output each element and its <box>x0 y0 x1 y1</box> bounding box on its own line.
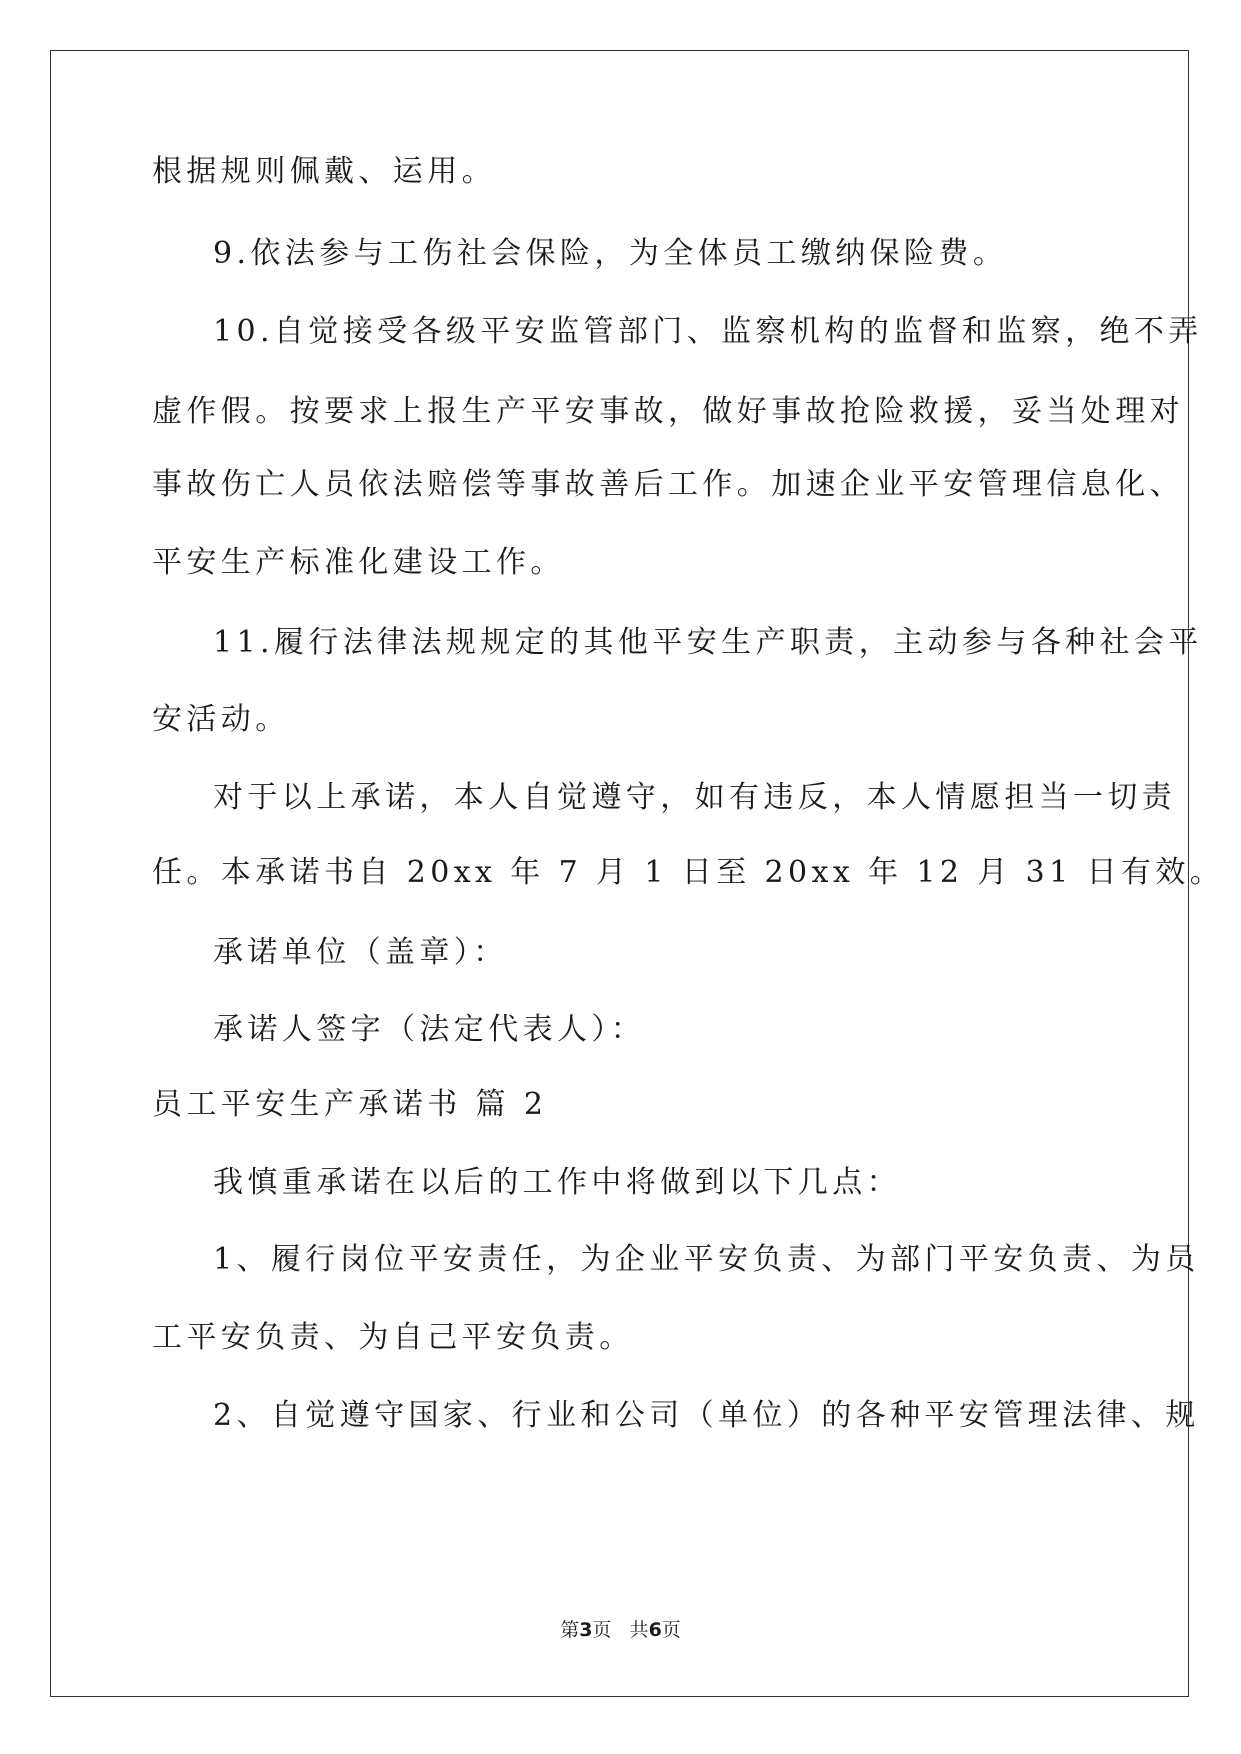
text-line: 平安生产标准化建设工作。 <box>152 545 565 580</box>
text-line: 安活动。 <box>152 702 290 737</box>
text-line: 2、自觉遵守国家、行业和公司（单位）的各种平安管理法律、规 <box>213 1398 1200 1433</box>
text-line: 虚作假。按要求上报生产平安事故，做好事故抢险救援，妥当处理对 <box>152 394 1184 429</box>
text-line: 11.履行法律法规规定的其他平安生产职责，主动参与各种社会平 <box>213 625 1203 660</box>
footer-suffix: 页 <box>661 1619 681 1641</box>
text-line: 承诺人签字（法定代表人）： <box>213 1012 646 1047</box>
page-footer <box>0 1615 1241 1642</box>
text-line: 工平安负责、为自己平安负责。 <box>152 1320 634 1355</box>
footer-prefix: 第 <box>560 1619 580 1641</box>
footer-middle: 页 共 <box>592 1619 649 1641</box>
text-line: 我慎重承诺在以后的工作中将做到以下几点： <box>213 1165 901 1200</box>
text-line: 10.自觉接受各级平安监管部门、监察机构的监督和监察，绝不弄 <box>213 314 1203 349</box>
text-line: 事故伤亡人员依法赔偿等事故善后工作。加速企业平安管理信息化、 <box>152 467 1184 502</box>
current-page-number: 3 <box>579 1619 593 1641</box>
text-line: 9.依法参与工伤社会保险，为全体员工缴纳保险费。 <box>213 236 1008 271</box>
text-line: 任。本承诺书自 20xx 年 7 月 1 日至 20xx 年 12 月 31 日有效。 <box>152 855 1225 890</box>
section-heading: 员工平安生产承诺书 篇 2 <box>152 1087 548 1122</box>
text-line: 1、履行岗位平安责任，为企业平安负责、为部门平安负责、为员 <box>213 1242 1200 1277</box>
total-pages-number: 6 <box>648 1619 662 1641</box>
text-line: 承诺单位（盖章）： <box>213 935 508 970</box>
text-line: 对于以上承诺，本人自觉遵守，如有违反，本人情愿担当一切责 <box>213 780 1177 815</box>
text-line: 根据规则佩戴、运用。 <box>152 154 496 189</box>
